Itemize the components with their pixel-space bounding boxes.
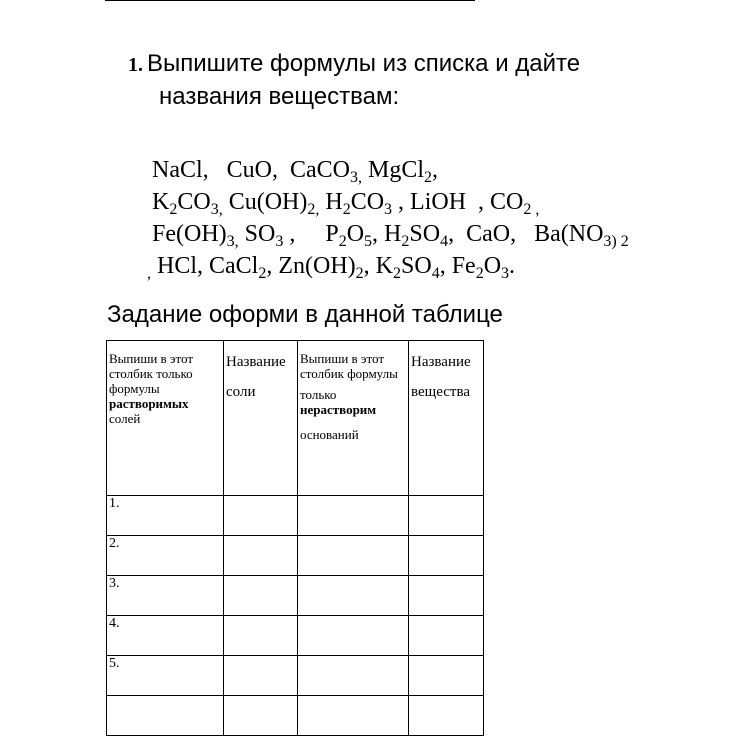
- table-header-row: [107, 341, 484, 496]
- question-block: [128, 48, 580, 113]
- formula-row-3: [152, 218, 629, 250]
- base-formula-cell[interactable]: [298, 656, 409, 696]
- formula-item: $Zn(OH)_2$,: [278, 253, 370, 282]
- base-formula-cell[interactable]: [298, 576, 409, 616]
- substance-name-cell[interactable]: [409, 496, 484, 536]
- salt-name-cell[interactable]: [224, 496, 298, 536]
- formula-list: [147, 154, 629, 282]
- formula-item: $Ba(NO_{3) 2}$: [534, 221, 629, 250]
- formula-item: HCl,: [157, 253, 204, 279]
- substance-name-cell[interactable]: [409, 616, 484, 656]
- row-number-cell[interactable]: 2.: [107, 536, 224, 576]
- substance-name-cell[interactable]: [409, 576, 484, 616]
- base-formula-cell[interactable]: [298, 616, 409, 656]
- formula-item: LiOH ,: [410, 189, 485, 215]
- formula-item: $CO_{2 ,}$: [490, 189, 540, 218]
- answer-table: [106, 340, 484, 736]
- formula-item: $H_2SO_4$,: [384, 221, 455, 250]
- formula-row-2: [152, 186, 629, 218]
- salt-name-cell[interactable]: [224, 576, 298, 616]
- substance-name-cell[interactable]: [409, 696, 484, 736]
- table-row: [107, 616, 484, 656]
- row-number-cell[interactable]: 3.: [107, 576, 224, 616]
- formula-item: $Cu(OH)_{2,}$: [228, 189, 320, 218]
- question-line-2: названия веществам:: [159, 83, 400, 110]
- row-number-cell[interactable]: [107, 696, 224, 736]
- row-number-cell[interactable]: 5.: [107, 656, 224, 696]
- table-row: [107, 696, 484, 736]
- formula-item: $K_2CO_{3,}$: [152, 189, 223, 218]
- header-insoluble-bases-formulas: Выпиши в этот столбик формулы только нерастворим оснований: [298, 341, 409, 496]
- formula-item: CaCl$_2$,: [209, 253, 273, 282]
- base-formula-cell[interactable]: [298, 696, 409, 736]
- formula-row-4: [147, 250, 629, 282]
- formula-item: NaCl,: [152, 157, 209, 183]
- question-number: 1.: [128, 54, 143, 76]
- base-formula-cell[interactable]: [298, 536, 409, 576]
- salt-name-cell[interactable]: [224, 696, 298, 736]
- base-formula-cell[interactable]: [298, 496, 409, 536]
- formula-item: CuO,: [226, 157, 279, 183]
- formula-item: $Fe_2O_3$.: [451, 253, 516, 282]
- salt-name-cell[interactable]: [224, 536, 298, 576]
- top-divider-line: [105, 0, 475, 1]
- formula-item: $P_2O_5$,: [325, 221, 379, 250]
- substance-name-cell[interactable]: [409, 656, 484, 696]
- table-row: [107, 576, 484, 616]
- row-number-cell[interactable]: 1.: [107, 496, 224, 536]
- substance-name-cell[interactable]: [409, 536, 484, 576]
- formula-item: $Fe(OH)_{3,}$: [152, 221, 239, 250]
- task-instruction: Задание оформи в данной таблице: [107, 301, 503, 328]
- table-row: [107, 656, 484, 696]
- formula-item: $K_2SO_4$,: [375, 253, 446, 282]
- table-row: [107, 536, 484, 576]
- salt-name-cell[interactable]: [224, 616, 298, 656]
- formula-item: MgCl$_2$,: [368, 157, 439, 186]
- formula-item: $SO_3$ ,: [244, 221, 296, 250]
- header-soluble-salts-formulas: Выпиши в этот столбик только формулы растворимых солей: [107, 341, 224, 496]
- salt-name-cell[interactable]: [224, 656, 298, 696]
- table-row: [107, 496, 484, 536]
- formula-item: ,: [147, 265, 151, 282]
- formula-row-1: [152, 154, 629, 186]
- formula-item: $H_2CO_3$ ,: [325, 189, 405, 218]
- header-substance-name: Название вещества: [409, 341, 484, 496]
- row-number-cell[interactable]: 4.: [107, 616, 224, 656]
- question-line-1: Выпишите формулы из списка и дайте: [147, 50, 581, 77]
- formula-item: CaCO$_{3,}$: [290, 157, 363, 186]
- header-salt-name: Название соли: [224, 341, 298, 496]
- formula-item: CaO,: [466, 221, 517, 247]
